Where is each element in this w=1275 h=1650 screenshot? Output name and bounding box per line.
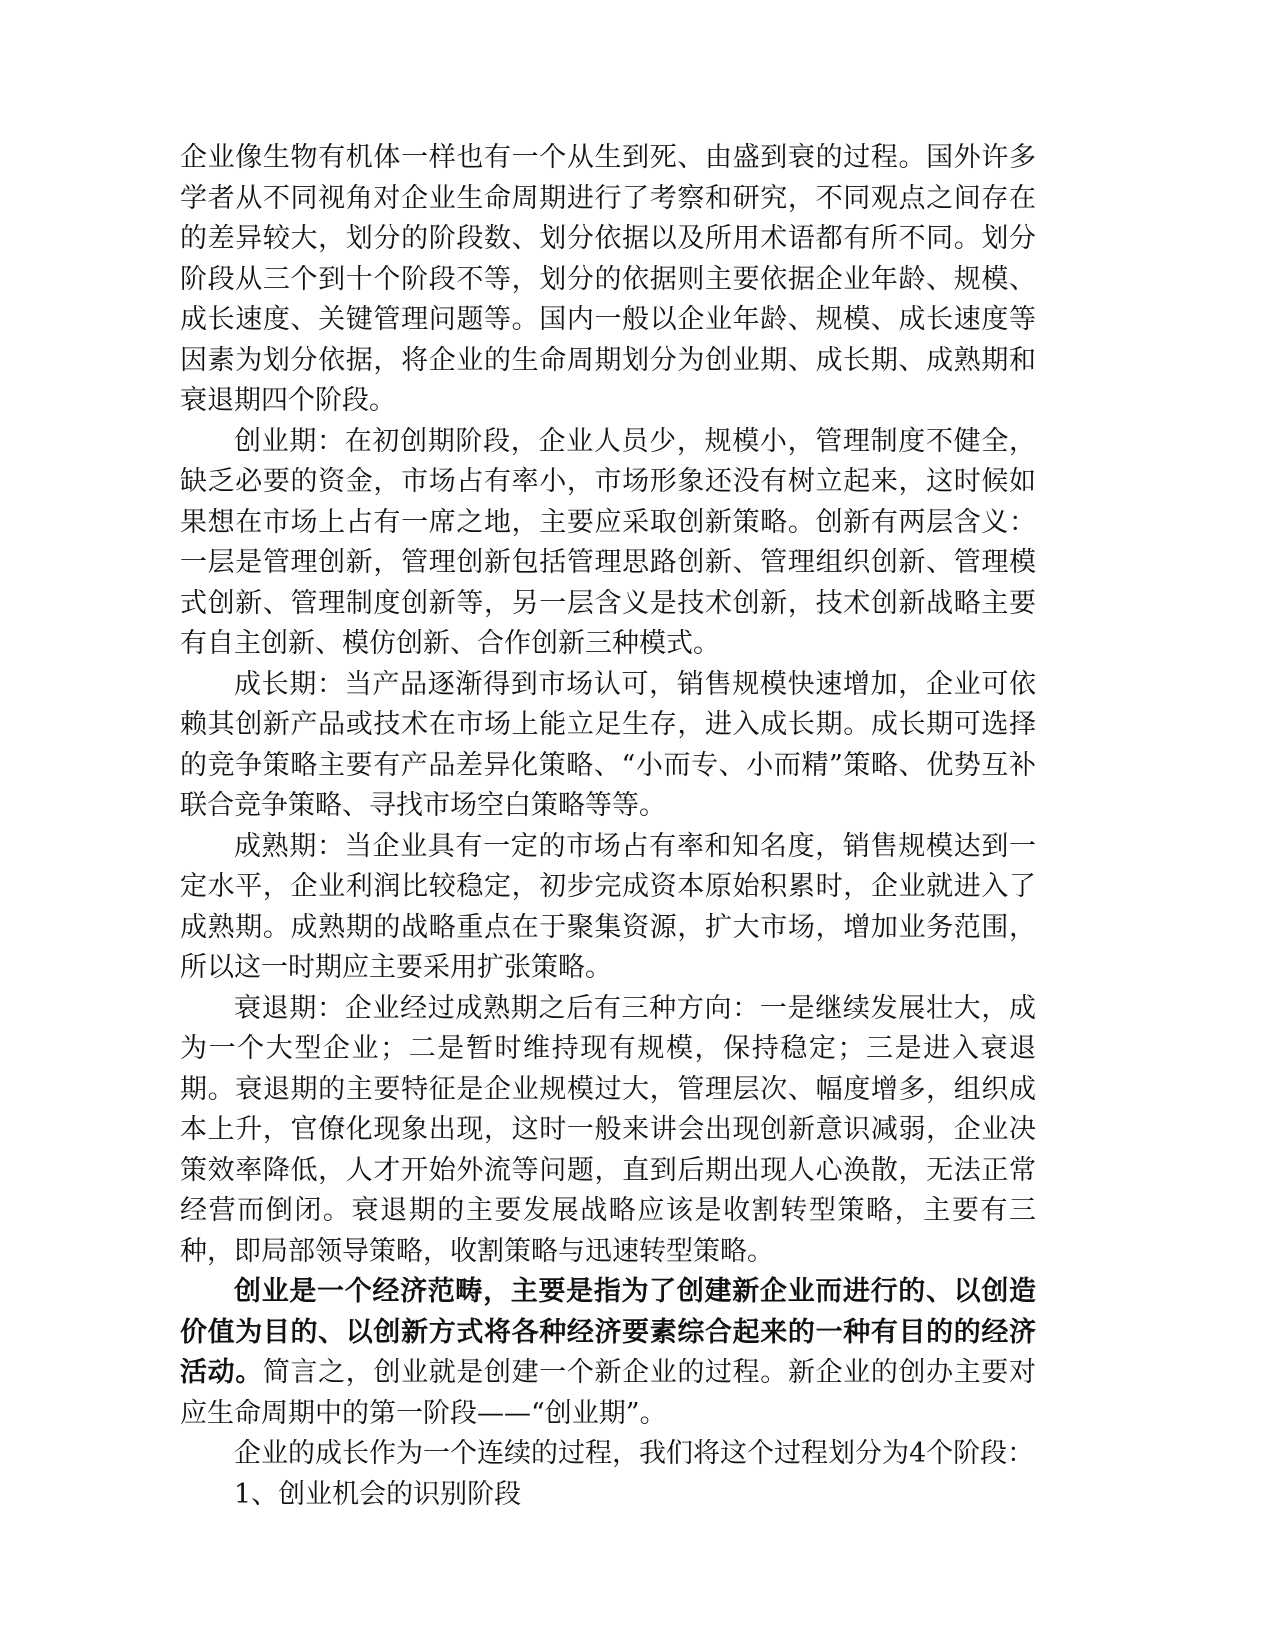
definition-rest-text: 简言之，创业就是创建一个新企业的过程。新企业的创办主要对应生命周期中的第一阶段——“创业期”。: [180, 1357, 1037, 1429]
paragraph-startup-stage: 创业期：在初创期阶段，企业人员少，规模小，管理制度不健全，缺乏必要的资金，市场占有率小，市场形象还没有树立起来，这时候如果想在市场上占有一席之地，主要应采取创新策略。创新有两层含义：一层是管理创新，管理创新包括管理思路创新、管理组织创新、管理模式创新、管理制度创新等，另一层含义是技术创新，技术创新战略主要有自主创新、模仿创新、合作创新三种模式。: [180, 425, 1036, 659]
paragraph-entrepreneurship-definition: [180, 1272, 1036, 1434]
paragraph-growth-stage: 成长期：当产品逐渐得到市场认可，销售规模快速增加，企业可依赖其创新产品或技术在市场上能立足生存，进入成长期。成长期可选择的竞争策略主要有产品差异化策略、“小而专、小而精”策略、优势互补联合竞争策略、寻找市场空白策略等等。: [180, 668, 1036, 821]
definition-bold-text: 创业是一个经济范畴，主要是指为了创建新企业而进行的、以创造价值为目的、以创新方式将各种经济要素综合起来的一种有目的的经济活动。: [180, 1276, 1036, 1388]
list-item-stage-1: 1、创业机会的识别阶段: [234, 1478, 522, 1510]
paragraph-four-stages: 企业的成长作为一个连续的过程，我们将这个过程划分为4个阶段：: [234, 1438, 1035, 1469]
paragraph-lifecycle-intro: 企业像生物有机体一样也有一个从生到死、由盛到衰的过程。国外许多学者从不同视角对企业生命周期进行了考察和研究，不同观点之间存在的差异较大，划分的阶段数、划分依据以及所用术语都有所不同。划分阶段从三个到十个阶段不等，划分的依据则主要依据企业年龄、规模、成长速度、关键管理问题等。国内一般以企业年龄、规模、成长速度等因素为划分依据，将企业的生命周期划分为创业期、成长期、成熟期和衰退期四个阶段。: [180, 142, 1036, 416]
paragraph-decline-stage: 衰退期：企业经过成熟期之后有三种方向：一是继续发展壮大，成为一个大型企业；二是暂时维持现有规模，保持稳定；三是进入衰退期。衰退期的主要特征是企业规模过大，管理层次、幅度增多，组织成本上升，官僚化现象出现，这时一般来讲会出现创新意识减弱，企业决策效率降低，人才开始外流等问题，直到后期出现人心涣散，无法正常经营而倒闭。衰退期的主要发展战略应该是收割转型策略，主要有三种，即局部领导策略，收割策略与迅速转型策略。: [180, 992, 1036, 1267]
document-page: [180, 138, 1036, 1515]
paragraph-maturity-stage: 成熟期：当企业具有一定的市场占有率和知名度，销售规模达到一定水平，企业利润比较稳定，初步完成资本原始积累时，企业就进入了成熟期。成熟期的战略重点在于聚集资源，扩大市场，增加业务范围，所以这一时期应主要采用扩张策略。: [180, 830, 1036, 983]
